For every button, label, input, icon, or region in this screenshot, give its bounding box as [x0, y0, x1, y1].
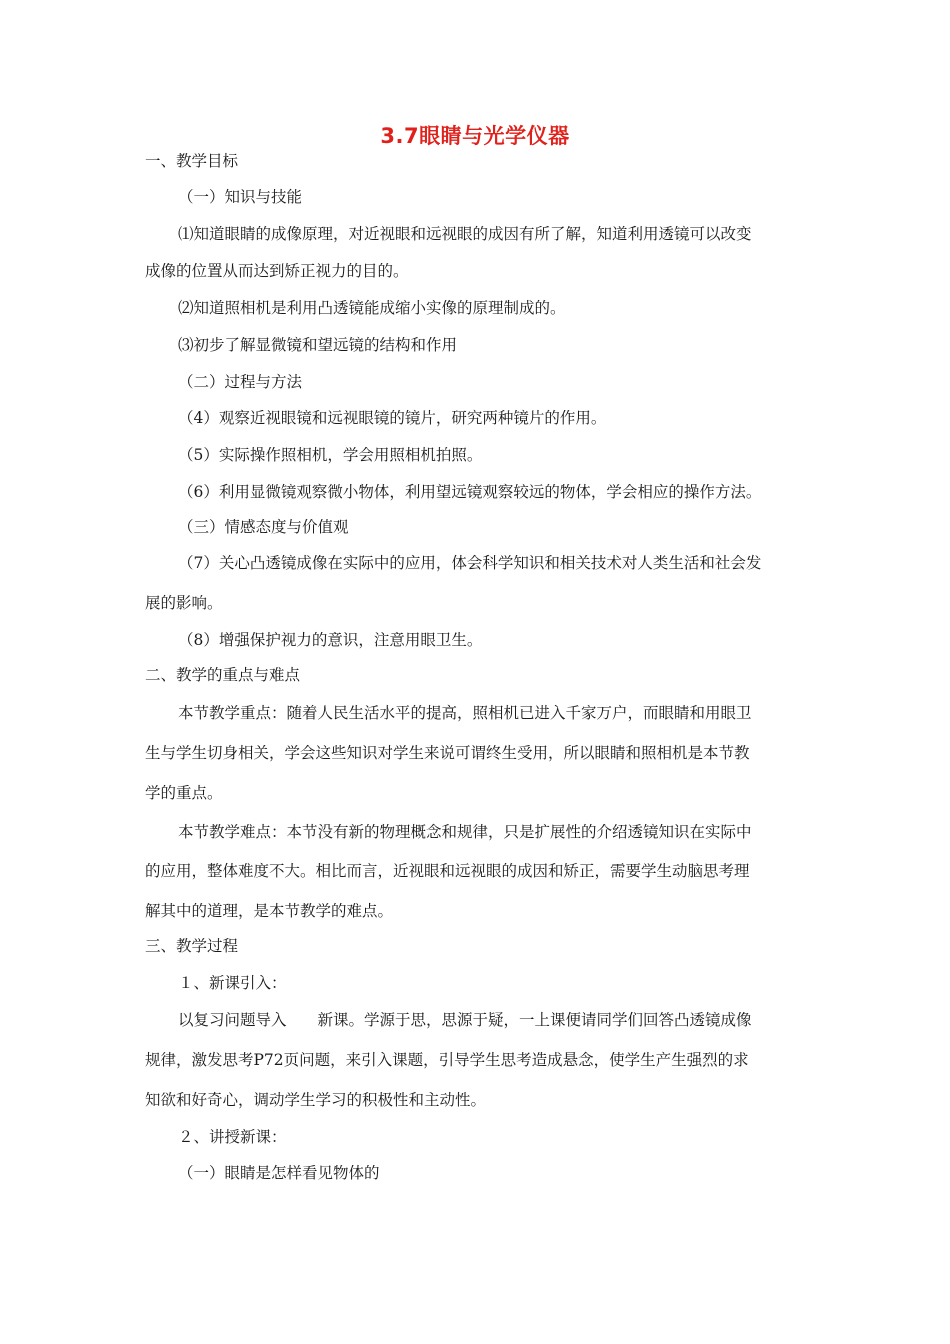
section-heading-objectives: 一、教学目标 — [145, 152, 239, 170]
document-title: 3.7眼睛与光学仪器 — [380, 124, 570, 148]
subsection-heading-knowledge: （一）知识与技能 — [178, 188, 303, 206]
paragraph-line: 以复习问题导入 新课。学源于思，思源于疑，一上课便请同学们回答凸透镜成像 — [178, 1011, 752, 1029]
paragraph-line: （6）利用显微镜观察微小物体，利用望远镜观察较远的物体，学会相应的操作方法。 — [178, 483, 762, 501]
paragraph-line: （7）关心凸透镜成像在实际中的应用，体会科学知识和相关技术对人类生活和社会发 — [178, 554, 762, 572]
step-heading-new-lesson: ２、讲授新课： — [178, 1128, 287, 1146]
paragraph-line: 展的影响。 — [145, 594, 223, 612]
paragraph-line: 规律，激发思考P72页问题，来引入课题，引导学生思考造成悬念，使学生产生强烈的求 — [145, 1051, 749, 1069]
paragraph-line: （8）增强保护视力的意识，注意用眼卫生。 — [178, 631, 483, 649]
paragraph-line: 知欲和好奇心，调动学生学习的积极性和主动性。 — [145, 1091, 487, 1109]
paragraph-line: 成像的位置从而达到矫正视力的目的。 — [145, 262, 409, 280]
paragraph-line: 解其中的道理，是本节教学的难点。 — [145, 902, 394, 920]
subsection-heading-eye: （一）眼睛是怎样看见物体的 — [178, 1164, 380, 1182]
paragraph-line: 本节教学重点：随着人民生活水平的提高，照相机已进入千家万户，而眼睛和用眼卫 — [178, 704, 752, 722]
paragraph-line: ⑴知道眼睛的成像原理，对近视眼和远视眼的成因有所了解，知道利用透镜可以改变 — [178, 225, 752, 243]
section-heading-keypoints: 二、教学的重点与难点 — [145, 666, 301, 684]
paragraph-line: （4）观察近视眼镜和远视眼镜的镜片，研究两种镜片的作用。 — [178, 409, 607, 427]
paragraph-line: ⑵知道照相机是利用凸透镜能成缩小实像的原理制成的。 — [178, 299, 566, 317]
step-heading-intro: １、新课引入： — [178, 974, 287, 992]
paragraph-line: （5）实际操作照相机，学会用照相机拍照。 — [178, 446, 483, 464]
paragraph-line: 本节教学难点：本节没有新的物理概念和规律，只是扩展性的介绍透镜知识在实际中 — [178, 823, 752, 841]
paragraph-line: 生与学生切身相关，学会这些知识对学生来说可谓终生受用，所以眼睛和照相机是本节教 — [145, 744, 750, 762]
subsection-heading-process: （二）过程与方法 — [178, 373, 303, 391]
subsection-heading-attitude: （三）情感态度与价值观 — [178, 518, 349, 536]
section-heading-process: 三、教学过程 — [145, 937, 239, 955]
paragraph-line: ⑶初步了解显微镜和望远镜的结构和作用 — [178, 336, 458, 354]
paragraph-line: 学的重点。 — [145, 784, 223, 802]
paragraph-line: 的应用，整体难度不大。相比而言，近视眼和远视眼的成因和矫正，需要学生动脑思考理 — [145, 862, 750, 880]
